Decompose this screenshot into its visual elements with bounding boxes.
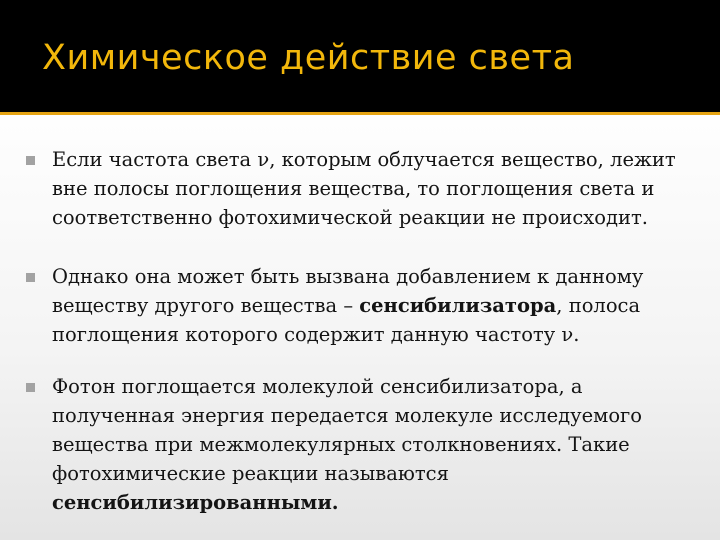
- bullet-text-segment: Если частота света ν, которым облучается вещество, лежит вне полосы поглощения вещества, то поглощения света и соответственно фотохимической реакции не происходит.: [52, 148, 676, 229]
- bullet-text: [52, 145, 702, 232]
- bold-term: сенсибилизированными.: [52, 491, 339, 514]
- bullet-text-segment: Фотон поглощается молекулой сенсибилизатора, а полученная энергия передается молекуле исследуемого вещества при межмолекулярных столкновениях. Такие фотохимические реакции называются: [52, 375, 643, 485]
- title-bar: [0, 0, 720, 112]
- bullet-text: [52, 372, 702, 517]
- slide-title: Химическое действие света: [42, 38, 575, 78]
- bullet-text-segment: Однако она может быть вызвана добавлением к данному веществу другого вещества –: [52, 265, 644, 317]
- square-bullet-icon: [26, 273, 35, 282]
- bold-term: сенсибилизатора: [359, 294, 557, 317]
- bullet-text-segment: , полоса поглощения которого содержит данную частоту ν.: [52, 294, 641, 346]
- square-bullet-icon: [26, 156, 35, 165]
- square-bullet-icon: [26, 383, 35, 392]
- bullet-text: [52, 262, 702, 349]
- slide-content: [0, 115, 720, 540]
